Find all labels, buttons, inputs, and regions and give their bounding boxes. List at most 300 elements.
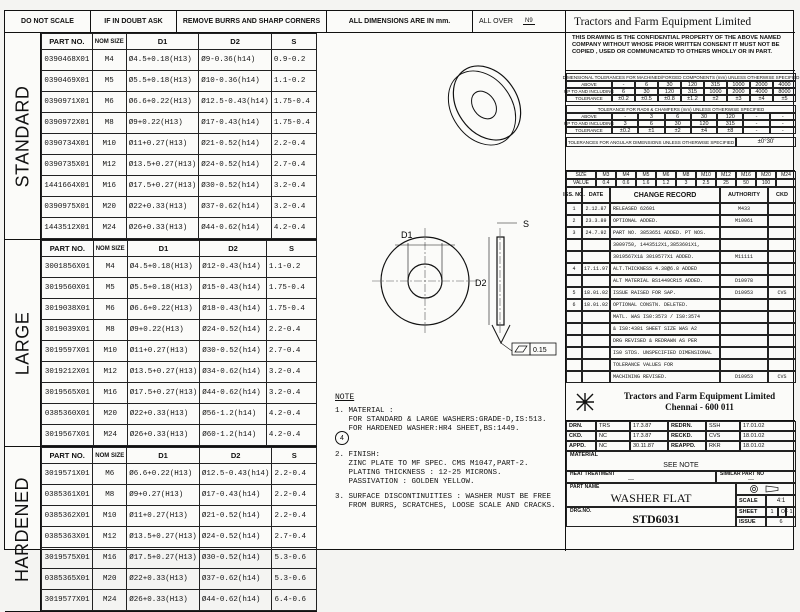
column-header: D2 [199,448,272,464]
change-cell: 3009750, 1443512X1,3853601X1, [610,239,720,251]
table-cell: Ø17.5+0.27(H13) [127,548,200,569]
change-header: AUTHORITY [720,187,768,203]
table-row [42,548,317,569]
table-cell: 5.3-0.6 [272,548,317,569]
table-cell: 4.2-0.4 [266,404,316,425]
size-cell: M4 [616,171,636,179]
table-cell: Ø6.6+0.22(H13) [127,464,200,485]
table-row [42,569,317,590]
material-label: MATERIAL [570,452,599,458]
table-cell: 0385360X01 [42,404,94,425]
remove-burrs: REMOVE BURRS AND SHARP CORNERS [177,11,327,32]
table-cell: Ø6.6+0.22(H13) [126,92,199,113]
tol-cell: - [770,127,796,134]
column-header: PART NO. [42,448,93,464]
tol-cell: 3 [612,120,638,127]
title-cell: TRS [596,421,630,431]
change-cell [566,371,582,383]
column-header: PART NO. [42,34,93,50]
all-over [473,11,565,32]
machined-title: DIMENSIONAL TOLERANCES FOR MACHINED/FORGED COMPONENTS (mm) UNLESS OTHERWISE SPECIFIED [562,74,800,80]
angular-title: TOLERANCES FOR ANGULAR DIMENSIONS UNLESS OTHERWISE SPECIFIED [566,137,736,147]
drg-number: STD6031 [632,512,680,526]
table-cell: 3019597X01 [42,341,94,362]
table-cell: 1.75-0.4 [271,92,316,113]
table-cell: Ø21-0.52(h14) [199,134,272,155]
value-cell: 0.4 [596,179,616,187]
tol-cell: 120 [717,113,743,120]
row-label: UP TO AND INCLUDING [564,121,615,126]
table-cell: M5 [93,278,127,299]
table-cell: Ø21-0.52(h14) [199,506,272,527]
size-label: SIZE [566,171,596,179]
table-header [42,448,317,464]
table-cell: M6 [93,299,127,320]
title-cell: RKR [706,441,740,451]
tol-cell: 30 [665,120,691,127]
confidential-note: THIS DRAWING IS THE CONFIDENTIAL PROPERTY OF THE ABOVE NAMED COMPANY WITHOUT WHOSE PRIOR WRITTEN CONSENT IT MUST NOT BE COPIED , USED OR COMMUNICATED TO OTHERS WHOLLY OR IN PART. [566,33,795,71]
revision-marker: 4 [335,431,349,445]
tol-cell: 30 [691,113,717,120]
tol-cell: ±1 [638,127,664,134]
tol-cell: ±4 [750,95,773,102]
value-label: VALUE [566,179,596,187]
title-cell: APPD. [566,441,596,451]
table-cell: M8 [93,320,127,341]
table-cell: M5 [92,71,126,92]
heat-label: HEAT TREATMENT [570,471,616,477]
table-cell: Ø17.5+0.27(H13) [127,383,200,404]
change-cell: 1 [566,203,582,215]
title-cell: SSH [706,421,740,431]
value-cell: 50 [736,179,756,187]
table-row [42,590,317,611]
table-cell: 0.9-0.2 [271,50,316,71]
table-row [42,218,317,239]
title-cell: CKD. [566,431,596,441]
change-cell: TOLERANCE VALUES FOR [610,359,720,371]
change-cell: D10978 [720,275,768,287]
title-cell: 17.01.02 [740,421,796,431]
washer-isometric [434,53,534,158]
company-name: Tractors and Farm Equipment Limited [566,11,795,33]
change-cell [582,371,610,383]
column-header: D1 [126,34,199,50]
tolerance-area [562,71,800,171]
size-cell: M5 [636,171,656,179]
value-cell: 25 [716,179,736,187]
table-cell: Ø22+0.33(H13) [127,404,200,425]
company-name-2: Tractors and Farm Equipment Limited [623,390,776,401]
value-cell: 1.2 [656,179,676,187]
table-cell: M20 [93,404,127,425]
change-cell: 6 [566,299,582,311]
column-header: D1 [127,241,200,257]
tol-cell: 315 [717,120,743,127]
table-cell: 1.1-0.2 [266,257,316,278]
title-cell: CVS [706,431,740,441]
table-cell: Ø13.5+0.27(H13) [127,527,200,548]
tol-cell: - [743,113,769,120]
table-cell: 2.2-0.4 [272,485,317,506]
table-cell: Ø11+0.27(H13) [126,134,199,155]
header-bar [5,11,565,33]
column-header: NOM SIZE [92,34,126,50]
section-label-text: LARGE [12,311,32,375]
table-header [42,241,317,257]
drawing-sheet [4,10,800,604]
table-cell: Ø9+0.22(H13) [127,320,200,341]
change-cell: CVS [768,371,796,383]
table-cell: Ø26+0.33(H13) [127,425,200,446]
table-cell: M10 [93,341,127,362]
change-cell: MATL. WAS IS0:3573 / IS0:3574 [610,311,720,323]
projection-icon [746,484,786,494]
change-cell: 24.7.92 [582,227,610,239]
table-cell: Ø6.6+0.22(H13) [127,299,200,320]
change-cell [720,227,768,239]
table-cell: Ø24-0.52(h14) [199,527,272,548]
table-cell: 2.7-0.4 [272,527,317,548]
table-cell: 3.2-0.4 [271,197,316,218]
washer-side-view [475,219,556,355]
tol-cell: 6 [612,88,635,95]
table-cell: Ø22+0.33(H13) [126,197,199,218]
table-row [42,383,317,404]
table-cell: 1.75-0.4 [271,113,316,134]
table-cell: M20 [93,569,127,590]
table-cell: M6 [92,92,126,113]
part-table [41,447,317,611]
scale-label: SCALE [736,495,766,507]
section-label-text: STANDARD [12,85,32,187]
if-in-doubt: IF IN DOUBT ASK [91,11,177,32]
change-cell [768,323,796,335]
change-cell: 23.3.89 [582,215,610,227]
size-cell: M10 [696,171,716,179]
table-cell: 3019567X01 [42,425,94,446]
change-cell [582,311,610,323]
table-cell: Ø17.5+0.27(H13) [126,176,199,197]
change-cell [768,275,796,287]
tol-cell: 2000 [750,81,773,88]
table-cell: Ø12.5-0.43(h14) [199,464,272,485]
change-cell: OPTIONAL CONSTN. DELETED. [610,299,720,311]
table-cell: 3019560X01 [42,278,94,299]
title-cell: 18.01.02 [740,441,796,451]
table-cell: 2.2-0.4 [271,134,316,155]
table-cell: Ø60-1.2(h14) [200,425,267,446]
change-cell [768,251,796,263]
similar-label: SIMILAR PART NO [720,471,765,477]
change-cell [582,239,610,251]
section-label [5,240,41,446]
table-cell: Ø5.5+0.18(H13) [127,278,200,299]
section-label [5,33,41,239]
table-cell: 0385363X01 [42,527,93,548]
change-cell: M11111 [720,251,768,263]
change-cell: OPTIONAL ADDED. [610,215,720,227]
tol-cell: 1000 [704,88,727,95]
sheet-label: SHEET [736,507,766,517]
table-cell: 3001856X01 [42,257,94,278]
change-cell [566,311,582,323]
note-surface: 3. SURFACE DISCONTINUITIES : WASHER MUST BE FREE FROM BURRS, SCRATCHES, LOOSE SCALE AND CRACKS. [335,493,556,510]
change-cell [720,299,768,311]
change-cell [582,251,610,263]
change-cell: ISSUE RAISED FOR SAP. [610,287,720,299]
table-cell: 3019212X01 [42,362,94,383]
column-header: D2 [200,241,267,257]
section-hardened [5,447,317,612]
change-cell [566,239,582,251]
table-cell: Ø9+0.22(H13) [126,113,199,134]
value-cell: 1.6 [636,179,656,187]
change-cell: 3019567X1& 3019577X1 ADDED. [610,251,720,263]
change-header: DATE [582,187,610,203]
table-cell: Ø30-0.52(h14) [199,548,272,569]
change-cell: MACHINING REVISED. [610,371,720,383]
value-cell: 3 [676,179,696,187]
change-cell: 5 [566,287,582,299]
size-cell: M24 [776,171,796,179]
size-cell: M3 [596,171,616,179]
change-cell [720,311,768,323]
tol-cell: ±3 [727,95,750,102]
part-table [41,33,317,239]
table-row [42,50,317,71]
table-cell: 6.4-0.6 [272,590,317,611]
table-cell: M20 [92,197,126,218]
table-cell: M16 [93,548,127,569]
change-cell [720,347,768,359]
change-cell [566,323,582,335]
table-cell: Ø11+0.27(H13) [127,341,200,362]
table-row [42,527,317,548]
table-cell: 1.75-0.4 [266,299,316,320]
table-cell: M24 [92,218,126,239]
partname-label: PART NAME [570,483,600,490]
size-cell: M8 [676,171,696,179]
table-cell: M24 [93,590,127,611]
change-cell [720,239,768,251]
table-cell: Ø22+0.33(H13) [127,569,200,590]
table-cell: Ø44-0.62(h14) [199,590,272,611]
table-row [42,113,317,134]
table-cell: Ø11+0.27(H13) [127,506,200,527]
table-row [42,506,317,527]
tol-cell: - [770,120,796,127]
change-cell [768,311,796,323]
title-cell: REAPPD. [668,441,706,451]
table-row [42,176,317,197]
tol-cell: - [612,81,635,88]
title-cell: RECKD. [668,431,706,441]
table-cell: Ø24-0.52(h14) [200,320,267,341]
table-cell: 3.2-0.4 [266,383,316,404]
table-cell: Ø24-0.52(h14) [199,155,272,176]
change-cell [768,227,796,239]
table-cell: Ø30-0.52(h14) [200,341,267,362]
table-row [42,278,317,299]
change-cell [582,323,610,335]
change-cell [582,275,610,287]
table-cell: 0390735X01 [42,155,93,176]
table-cell: Ø17-0.43(h14) [199,113,272,134]
radii-title: TOLERANCE FOR RADII & CHAMFERS (mm) UNLESS OTHERWISE SPECIFIED [566,105,796,113]
change-cell [768,299,796,311]
change-cell: 18.01.02 [582,287,610,299]
all-over-label: ALL OVER [479,18,513,25]
notes-title: NOTE [335,393,355,402]
similar-value: --- [748,476,754,483]
change-cell: D10953 [720,287,768,299]
table-cell: Ø9-0.36(h14) [199,50,272,71]
table-cell: Ø56-1.2(h14) [200,404,267,425]
change-cell [566,359,582,371]
table-row [42,155,317,176]
change-cell [566,335,582,347]
size-cell: M12 [716,171,736,179]
title-cell: NC [596,441,630,451]
table-cell: M8 [92,113,126,134]
table-cell: 0385361X01 [42,485,93,506]
table-cell: 1.75-0.4 [266,278,316,299]
scale-value: 4:1 [766,495,796,507]
table-cell: 3019039X01 [42,320,94,341]
of-label: OF [778,507,786,517]
table-row [42,485,317,506]
company-city: Chennai - 600 011 [665,401,734,412]
change-record [563,187,795,383]
d1-label: D1 [401,230,413,240]
table-cell: 0390469X01 [42,71,93,92]
change-cell: IS0 STDS. UNSPECIFIED DIMENSIONAL [610,347,720,359]
table-cell: 3.2-0.4 [271,176,316,197]
tol-cell: - [743,120,769,127]
table-cell: Ø4.5+0.18(H13) [127,257,200,278]
section-large [5,240,317,447]
change-cell: 17.11.97 [582,263,610,275]
tol-cell: 120 [681,81,704,88]
title-cell: 17.3.87 [630,421,668,431]
table-cell: 2.2-0.4 [272,464,317,485]
change-cell [768,215,796,227]
change-cell [566,251,582,263]
change-cell: DRG REVISED & REDRAWN AS PER [610,335,720,347]
row-label: TOLERANCE [566,95,612,102]
d2-label: D2 [475,278,487,288]
title-cell: NC [596,431,630,441]
change-cell: D10953 [720,371,768,383]
table-cell: 3019575X01 [42,548,93,569]
change-cell [768,347,796,359]
table-row [42,341,317,362]
table-cell: 3019577X01 [42,590,93,611]
table-cell: Ø12-0.43(h14) [200,257,267,278]
change-cell: ALT MATERIAL BS1449CR15 ADDED. [610,275,720,287]
title-cell: 18.01.02 [740,431,796,441]
title-cell: 30.11.87 [630,441,668,451]
change-cell [768,239,796,251]
change-cell [582,359,610,371]
title-block [566,421,795,549]
table-cell: 4.2-0.4 [271,218,316,239]
material-value: SEE NOTE [663,462,699,469]
change-cell [768,203,796,215]
do-not-scale: DO NOT SCALE [5,11,91,32]
note-material: 1. MATERIAL : FOR STANDARD & LARGE WASHERS:GRADE-D,IS:513. FOR HARDENED WASHER:HR4 SHEET,BS:1449. [335,407,547,433]
table-cell: 1443512X01 [42,218,93,239]
column-header: NOM SIZE [93,241,127,257]
tol-cell: 120 [691,120,717,127]
table-cell: 2.7-0.4 [271,155,316,176]
table-row [42,257,317,278]
tol-cell: ±0.8 [658,95,681,102]
size-table [566,171,795,187]
table-cell: 0390468X01 [42,50,93,71]
tol-cell: ±4 [691,127,717,134]
tol-cell: 4000 [773,81,796,88]
size-cell: M16 [736,171,756,179]
column-header: D1 [127,448,200,464]
table-cell: M16 [93,383,127,404]
table-row [42,197,317,218]
table-cell: Ø13.5+0.27(H13) [126,155,199,176]
table-cell: Ø9+0.27(H13) [127,485,200,506]
title-cell: DRN. [566,421,596,431]
table-cell: M12 [93,527,127,548]
change-cell [582,335,610,347]
column-header: S [271,34,316,50]
change-header: CHANGE RECORD [610,187,720,203]
table-cell: 0385365X01 [42,569,93,590]
drg-label: DRG.NO. [570,507,592,514]
row-label: UP TO AND INCLUDING [564,89,615,94]
of-value: 1 [786,507,796,517]
table-cell: M10 [93,506,127,527]
tol-cell: 315 [681,88,704,95]
table-row [42,134,317,155]
table-cell: 3019565X01 [42,383,94,404]
table-cell: 0385362X01 [42,506,93,527]
partname-value: WASHER FLAT [610,490,692,505]
table-cell: M12 [93,362,127,383]
table-cell: Ø12.5-0.43(h14) [199,92,272,113]
tol-cell: ±5 [773,95,796,102]
change-cell: CVS [768,287,796,299]
size-cell: M20 [756,171,776,179]
table-cell: Ø18-0.43(h14) [200,299,267,320]
sheet-value: 1 [766,507,778,517]
issue-value: 6 [766,517,796,527]
value-cell [776,179,796,187]
table-cell: M4 [92,50,126,71]
table-row [42,362,317,383]
table-row [42,320,317,341]
change-header: ISS. NO. [566,187,582,203]
table-cell: M4 [93,257,127,278]
table-cell: 3019571X01 [42,464,93,485]
change-cell [720,359,768,371]
change-cell: PART NO. 3853651 ADDED. PT NOS. [610,227,720,239]
dimensions-note: ALL DIMENSIONS ARE IN mm. [327,11,473,32]
value-cell: 100 [756,179,776,187]
table-cell: Ø17-0.43(h14) [199,485,272,506]
change-cell: RELEASED 62601 [610,203,720,215]
change-cell: M433 [720,203,768,215]
table-cell: 4.2-0.4 [266,425,316,446]
